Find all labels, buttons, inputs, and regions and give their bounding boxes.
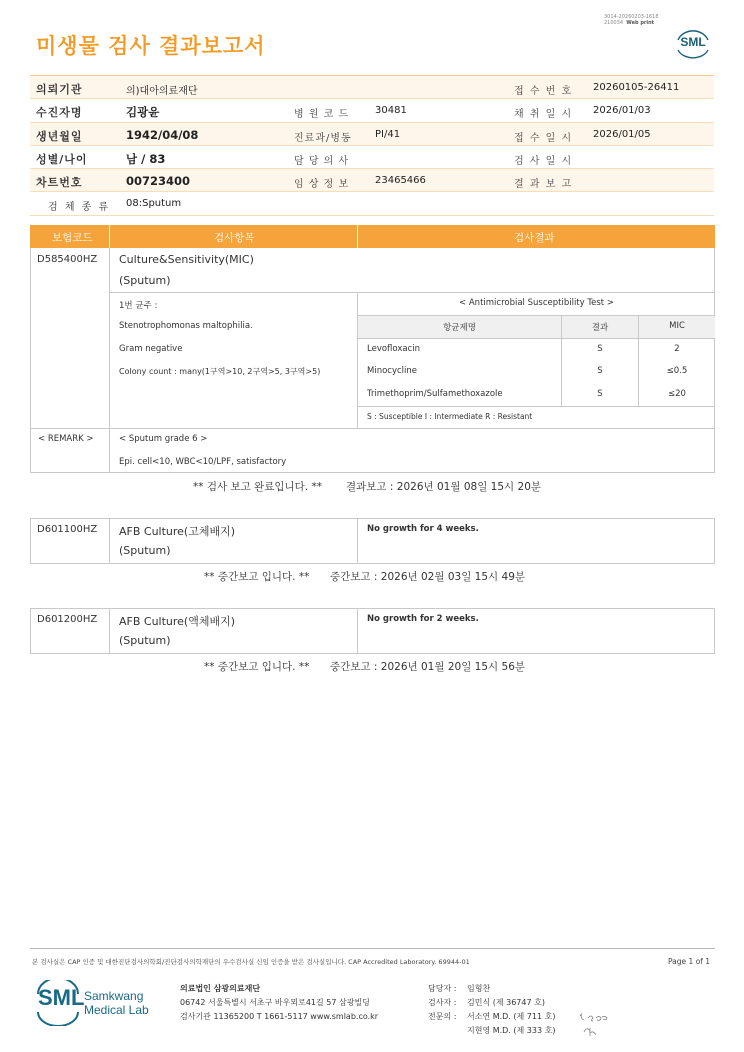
ast-divider bbox=[357, 338, 715, 339]
collect-date-value: 2026/01/03 bbox=[593, 105, 651, 117]
staff-label: 담당자 : bbox=[428, 984, 457, 993]
col-divider bbox=[109, 248, 110, 473]
name-label: 수진자명 bbox=[36, 106, 83, 120]
organism-name: Stenotrophomonas maltophilia. bbox=[119, 321, 253, 331]
ast-mic: ≤20 bbox=[668, 389, 686, 399]
chart-value: 00723400 bbox=[126, 174, 191, 189]
signature-mark bbox=[576, 1008, 610, 1040]
clinical-label: 임 상 정 보 bbox=[294, 179, 350, 191]
info-row bbox=[30, 99, 714, 122]
afb-liquid-report-time: 중간보고 : 2026년 01월 20일 15시 56분 bbox=[330, 661, 526, 673]
culture-status: ** 검사 보고 완료입니다. ** bbox=[193, 481, 322, 493]
sex-age-value: 남 / 83 bbox=[126, 151, 166, 166]
collect-date-label: 채 취 일 시 bbox=[514, 109, 573, 121]
info-row bbox=[30, 123, 714, 146]
footer-logo-sml: SML bbox=[38, 985, 85, 1010]
logo-text: SML bbox=[680, 35, 706, 49]
specimen-value: 08:Sputum bbox=[126, 198, 182, 210]
ast-drug: Minocycline bbox=[367, 366, 417, 376]
staff-value: 임형찬 bbox=[467, 984, 491, 993]
afb-liquid-item-line2: (Sputum) bbox=[119, 634, 171, 647]
print-code bbox=[604, 14, 659, 26]
strain-no: 1번 균주 : bbox=[119, 301, 158, 311]
afb-solid-item-line1: AFB Culture(고체배지) bbox=[119, 525, 236, 538]
colony-count: Colony count : many(1구역>10, 2구역>5, 3구역>5) bbox=[119, 367, 321, 376]
col-divider bbox=[109, 518, 110, 564]
sml-logo bbox=[672, 26, 714, 62]
ast-col-mic: MIC bbox=[669, 321, 685, 331]
footer-logo-name2: Medical Lab bbox=[84, 1003, 149, 1017]
web-print-label: Web print bbox=[626, 20, 655, 26]
print-code-line1: 3014-20260203-1618 bbox=[604, 14, 659, 20]
row-divider bbox=[109, 292, 715, 293]
gram-stain: Gram negative bbox=[119, 344, 183, 354]
info-row bbox=[30, 76, 714, 99]
col-divider bbox=[357, 518, 358, 564]
staff-value: 김민식 (제 36747 호) bbox=[467, 998, 545, 1007]
header-divider bbox=[357, 225, 358, 248]
info-row bbox=[30, 169, 714, 192]
page-number: Page 1 of 1 bbox=[668, 957, 711, 966]
report-label: 결 과 보 고 bbox=[514, 179, 573, 191]
requester-label: 의뢰기관 bbox=[36, 83, 83, 96]
requester-value: 의)대아의료재단 bbox=[126, 86, 198, 97]
doctor-label: 담 당 의 사 bbox=[294, 155, 350, 167]
exam-date-label: 검 사 일 시 bbox=[514, 155, 573, 167]
info-row bbox=[30, 192, 714, 215]
staff-label: 전문의 : bbox=[428, 1012, 457, 1021]
birth-label: 생년월일 bbox=[36, 129, 83, 143]
staff-value: 서소연 M.D. (제 711 호) bbox=[467, 1012, 556, 1021]
org-contact: 검사기관 11365200 T 1661-5117 www.smlab.co.kr bbox=[180, 1012, 379, 1021]
ast-result: S bbox=[597, 366, 603, 376]
row-divider bbox=[30, 428, 715, 429]
remark-label: < REMARK > bbox=[38, 434, 94, 444]
hospital-code-value: 30481 bbox=[375, 105, 407, 117]
org-name: 의료법인 삼광의료재단 bbox=[180, 984, 261, 993]
specimen-label: 검 체 종 류 bbox=[48, 202, 111, 214]
header-divider bbox=[109, 225, 110, 248]
afb-liquid-result: No growth for 2 weeks. bbox=[367, 614, 479, 624]
ast-mic: 2 bbox=[674, 344, 680, 354]
chart-label: 차트번호 bbox=[36, 176, 83, 190]
hospital-code-label: 병 원 코 드 bbox=[294, 109, 350, 121]
header-result: 검사결과 bbox=[514, 232, 555, 244]
afb-liquid-code: D601200HZ bbox=[37, 614, 98, 625]
org-address: 06742 서울특별시 서초구 바우뫼로41길 57 삼광빌딩 bbox=[180, 998, 370, 1007]
ast-col-result: 결과 bbox=[591, 323, 609, 333]
receipt-date-value: 2026/01/05 bbox=[593, 128, 651, 140]
staff-value: 지현영 M.D. (제 333 호) bbox=[467, 1026, 556, 1035]
receipt-no-value: 20260105-26411 bbox=[593, 82, 680, 93]
print-code-line2: 210034 bbox=[604, 20, 624, 26]
name-value: 김광윤 bbox=[126, 105, 160, 120]
receipt-no-label: 접 수 번 호 bbox=[514, 86, 573, 97]
ast-mic: ≤0.5 bbox=[666, 366, 688, 376]
remark-line1: < Sputum grade 6 > bbox=[119, 434, 208, 444]
afb-liquid-item-line1: AFB Culture(액체배지) bbox=[119, 615, 236, 628]
culture-code: D585400HZ bbox=[37, 254, 98, 265]
afb-solid-code: D601100HZ bbox=[37, 524, 98, 535]
col-divider bbox=[357, 292, 358, 428]
staff-label: 검사자 : bbox=[428, 998, 457, 1007]
dept-label: 진료과/병동 bbox=[294, 132, 352, 144]
sex-age-label: 성별/나이 bbox=[36, 152, 88, 166]
ast-legend: S : Susceptible I : Intermediate R : Resistant bbox=[367, 412, 533, 421]
culture-item-line2: (Sputum) bbox=[119, 274, 171, 287]
remark-line2: Epi. cell<10, WBC<10/LPF, satisfactory bbox=[119, 457, 287, 467]
col-divider bbox=[109, 608, 110, 654]
afb-solid-item-line2: (Sputum) bbox=[119, 544, 171, 557]
ast-result: S bbox=[597, 389, 603, 399]
header-code: 보험코드 bbox=[52, 232, 93, 244]
ast-result: S bbox=[597, 344, 603, 354]
birth-value: 1942/04/08 bbox=[126, 127, 199, 142]
ast-drug: Levofloxacin bbox=[367, 344, 421, 354]
afb-solid-report-time: 중간보고 : 2026년 02월 03일 15시 49분 bbox=[330, 571, 526, 583]
afb-solid-status: ** 중간보고 입니다. ** bbox=[204, 571, 310, 583]
afb-solid-result: No growth for 4 weeks. bbox=[367, 524, 479, 534]
ast-col-drug: 항균제명 bbox=[443, 323, 476, 333]
info-row bbox=[30, 146, 714, 169]
ast-title: < Antimicrobial Susceptibility Test > bbox=[459, 298, 614, 308]
culture-item-line1: Culture&Sensitivity(MIC) bbox=[119, 253, 254, 266]
footer-divider bbox=[30, 948, 715, 949]
ast-drug: Trimethoprim/Sulfamethoxazole bbox=[367, 389, 503, 399]
culture-report-time: 결과보고 : 2026년 01월 08일 15시 20분 bbox=[346, 481, 542, 493]
afb-liquid-status: ** 중간보고 입니다. ** bbox=[204, 661, 310, 673]
header-item: 검사항목 bbox=[214, 232, 255, 244]
patient-info-table bbox=[30, 75, 714, 216]
results-header bbox=[30, 225, 715, 248]
dept-value: PI/41 bbox=[375, 128, 401, 140]
ast-divider bbox=[357, 406, 715, 407]
clinical-value: 23465466 bbox=[375, 175, 426, 187]
certification-note: 본 검사실은 CAP 인증 및 대한진단검사의학회/진단검사의학재단의 우수검사실 신임 인증을 받은 검사실입니다. CAP Accredited Laboratory. 69944-01 bbox=[32, 958, 470, 966]
col-divider bbox=[357, 608, 358, 654]
receipt-date-label: 접 수 일 시 bbox=[514, 132, 573, 144]
footer-logo-name1: Samkwang bbox=[84, 989, 144, 1003]
page-title: 미생물 검사 결과보고서 bbox=[36, 34, 266, 58]
